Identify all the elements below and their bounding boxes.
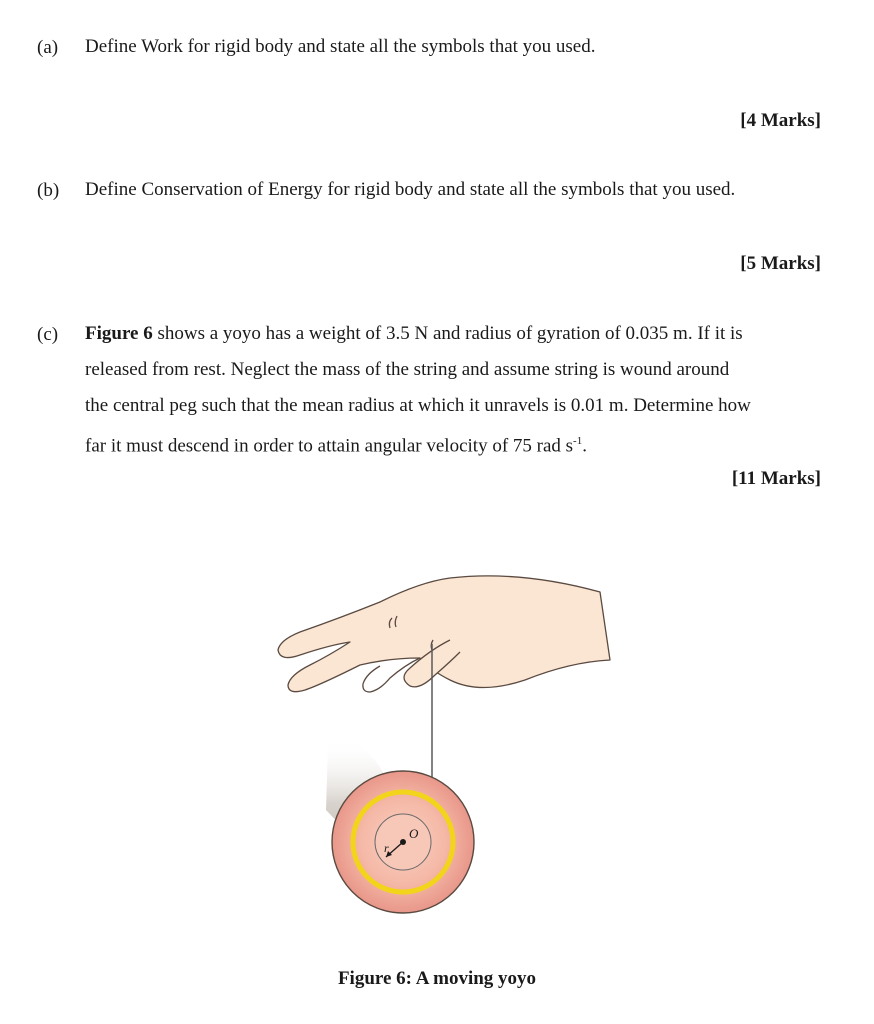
radius-label-r: r (384, 841, 389, 855)
question-c-line4-period: . (582, 435, 587, 457)
hand (278, 576, 610, 692)
question-c-line3: the central peg such that the mean radius at which it unravels is 0.01 m. Determine how (85, 395, 751, 416)
question-c-line4-exponent: -1 (573, 435, 583, 447)
yoyo (332, 771, 474, 913)
center-label-O: O (409, 826, 419, 841)
question-a-marks: [4 Marks] (740, 110, 821, 131)
question-c-line1-text: shows a yoyo has a weight of 3.5 N and radius of gyration of 0.035 m. If it is (152, 323, 743, 344)
yoyo-illustration (270, 570, 620, 930)
figure-reference: Figure 6 (85, 323, 153, 344)
question-b-text: Define Conservation of Energy for rigid body and state all the symbols that you used. (85, 179, 736, 200)
hand-palm (278, 576, 610, 692)
question-b-label: (b) (37, 180, 60, 201)
figure-caption: Figure 6: A moving yoyo (337, 968, 537, 989)
question-c-marks: [11 Marks] (731, 468, 821, 489)
question-c-line2: released from rest. Neglect the mass of the string and assume string is wound around (85, 359, 730, 380)
question-c-line1 (85, 316, 743, 351)
question-c-line4-text: far it must descend in order to attain angular velocity of 75 rad s (85, 435, 574, 457)
question-b-marks: [5 Marks] (740, 253, 821, 274)
question-a-label: (a) (37, 37, 59, 58)
question-c-label: (c) (37, 324, 59, 345)
yoyo-figure (270, 570, 620, 930)
yoyo-center-point (400, 839, 406, 845)
question-c-line4 (85, 424, 587, 463)
question-a-text: Define Work for rigid body and state all the symbols that you used. (85, 36, 596, 57)
